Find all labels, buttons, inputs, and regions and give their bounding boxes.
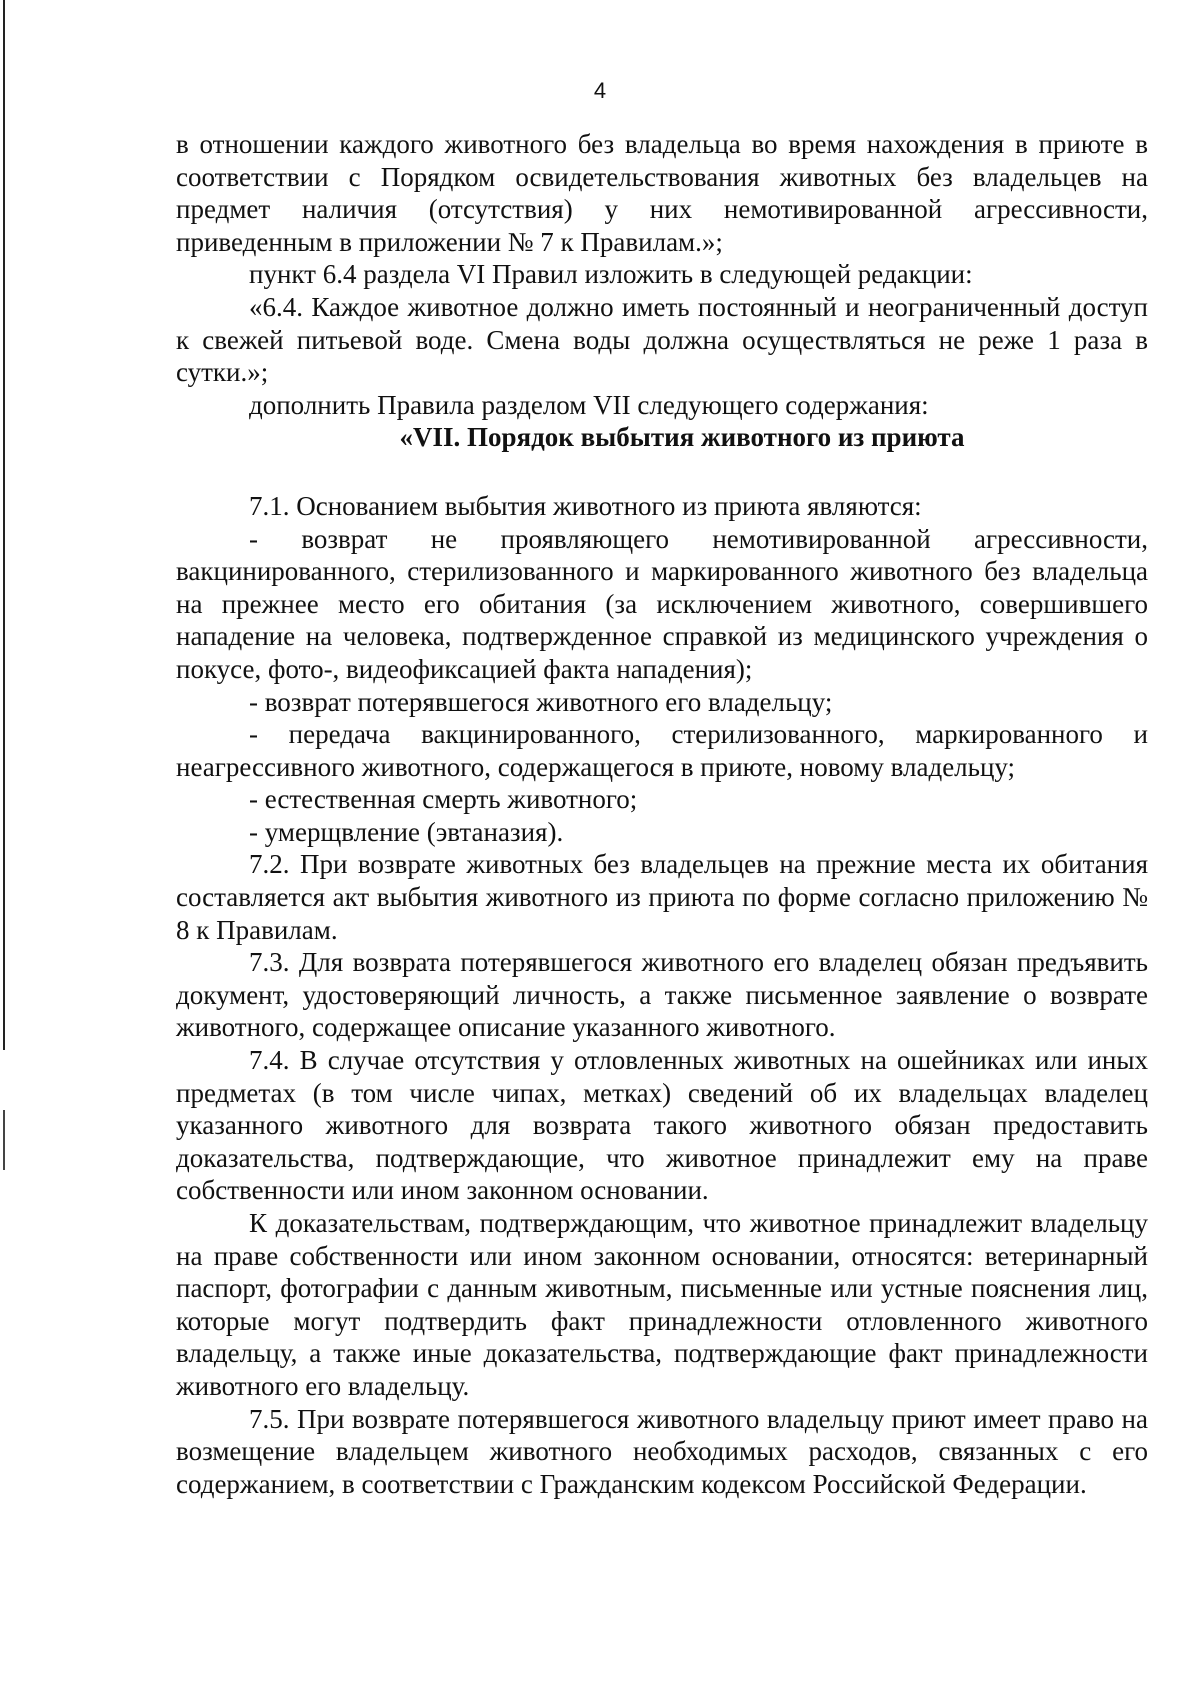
paragraph-7-4: 7.4. В случае отсутствия у отловленных животных на ошейниках или иных предметах (в том числе чипах, метках) сведений об их владельцах владелец указанного животного для возврата такого животного обязан предоставить доказательства, подтверждающие, что животное принадлежит ему на праве собственности или ином законном основании. [176, 1045, 1148, 1206]
paragraph-add-section-intro: дополнить Правила разделом VII следующего содержания: [249, 389, 929, 420]
paragraph-amend-6-4-intro: пункт 6.4 раздела VI Правил изложить в следующей редакции: [249, 259, 973, 290]
scan-left-edge-line [3, 0, 5, 1050]
paragraph-7-1: 7.1. Основанием выбытия животного из приюта являются: [249, 490, 922, 521]
list-item-return-to-owner: - возврат потерявшегося животного его владельцу; [249, 686, 833, 717]
list-item-new-owner: - передача вакцинированного, стерилизованного, маркированного и неагрессивного животного, содержащегося в приюте, новому владельцу; [176, 719, 1148, 782]
section-heading: «VII. Порядок выбытия животного из приюта [399, 422, 965, 453]
paragraph-7-4-evidence: К доказательствам, подтверждающим, что животное принадлежит владельцу на праве собственности или ином законном основании, относятся: ветеринарный паспорт, фотографии с данным животным, письменные или устные пояснения лиц, которые могут подтвердить факт принадлежности отловленного животного владельцу, а также иные доказательства, подтверждающие факт принадлежности животного его владельцу. [176, 1208, 1148, 1401]
list-item-natural-death: - естественная смерть животного; [249, 784, 638, 815]
paragraph-continuation: в отношении каждого животного без владельца во время нахождения в приюте в соответствии с Порядком освидетельствования животных без владельцев на предмет наличия (отсутствия) у них немотивированной агрессивности, приведенным в приложении № 7 к Правилам.»; [176, 129, 1148, 257]
paragraph-7-3: 7.3. Для возврата потерявшегося животного его владелец обязан предъявить документ, удостоверяющий личность, а также письменное заявление о возврате животного, содержащее описание указанного животного. [176, 947, 1148, 1043]
document-body [176, 128, 1148, 1500]
paragraph-7-2: 7.2. При возврате животных без владельцев на прежние места их обитания составляется акт выбытия животного из приюта по форме согласно приложению № 8 к Правилам. [176, 849, 1148, 945]
list-item-euthanasia: - умерщвление (эвтаназия). [249, 816, 564, 847]
paragraph-7-5: 7.5. При возврате потерявшегося животного владельцу приют имеет право на возмещение владельцем животного необходимых расходов, связанных с его содержанием, в соответствии с Гражданским кодексом Российской Федерации. [176, 1403, 1148, 1499]
page-number: 4 [593, 78, 607, 103]
list-item-return-to-habitat: - возврат не проявляющего немотивированной агрессивности, вакцинированного, стерилизованного и маркированного животного без владельца на прежнее место его обитания (за исключением животного, совершившего нападение на человека, подтвержденное справкой из медицинского учреждения о покусе, фото-, видеофиксацией факта нападения); [176, 523, 1148, 684]
scan-left-edge-mark [3, 1110, 5, 1170]
paragraph-6-4-text: «6.4. Каждое животное должно иметь постоянный и неограниченный доступ к свежей питьевой воде. Смена воды должна осуществляться не реже 1 раза в сутки.»; [176, 291, 1148, 388]
